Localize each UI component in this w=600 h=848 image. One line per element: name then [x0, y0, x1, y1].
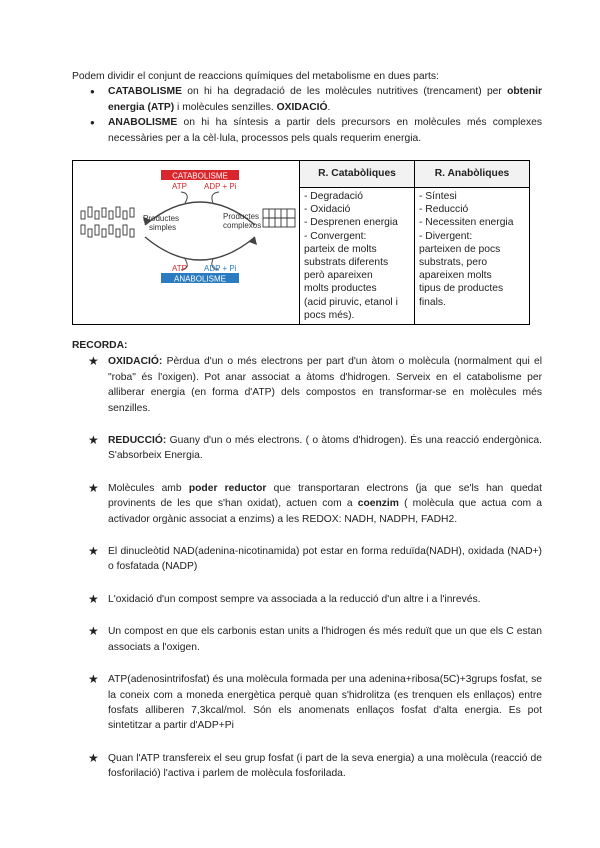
- recorda-section: [72, 338, 542, 799]
- recorda-item-poder-reductor: [72, 481, 542, 527]
- poder-text-b: que transportaran electrons (ja que se'ls han quedat provinents de les que s'han oxidat), actuen com a: [108, 482, 542, 510]
- anabolic-arc: [145, 237, 255, 260]
- oxidacio-term: OXIDACIÓ:: [108, 356, 163, 368]
- recorda-list: [72, 354, 542, 781]
- col1-line: molts productes: [304, 283, 377, 295]
- col2-line: - Reducció: [419, 204, 469, 216]
- col1-line: - Desprenen energia: [304, 217, 398, 229]
- col2-line: - Divergent:: [419, 230, 473, 242]
- oxidacio-text: Pèrdua d'un o més electrons per part d'un àtom o molècula (normalment qui el "roba" és l'oxigen). Pot anar associat a àtoms d'hidrogen. Serveix en el catabolisme per alliberar energia (en forma d'ATP) dels compostos en transformar-se en molècules més senzilles.: [108, 356, 542, 414]
- col2-line: apareixen molts: [419, 270, 492, 282]
- coenzim-bold: coenzim: [357, 498, 399, 510]
- reduccio-term: REDUCCIÓ:: [108, 435, 167, 447]
- catabolisme-label: CATABOLISME: [172, 171, 228, 181]
- col1-line: pocs més).: [304, 309, 355, 321]
- catabolisme-oxid: OXIDACIÓ: [276, 101, 328, 113]
- col1-cell: [300, 188, 415, 325]
- metabolism-diagram-cell: [73, 161, 300, 325]
- atp-top-curl: [181, 192, 187, 203]
- poder-text-a: Molècules amb: [108, 482, 189, 494]
- simple-molecules: [81, 207, 134, 237]
- anabolisme-term: ANABOLISME: [108, 117, 178, 129]
- recorda-item-nad: ★ El dinucleòtid NAD(adenina-nicotinamida) pot estar en forma reduïda(NADH), oxidada (NAD+) o fosfatada (NADP): [72, 544, 542, 575]
- col2-line: tipus de productes: [419, 283, 504, 295]
- catabolisme-text-b: i molècules senzilles.: [174, 101, 277, 113]
- reduccio-text: Guany d'un o més electrons. ( o àtoms d'hidrogen). És una reacció endergònica. S'absorbeix Energia.: [108, 435, 542, 462]
- adp-top: ADP + Pi: [204, 182, 237, 191]
- catabolisme-text-a: on hi ha degradació de les molècules nutritives (trencament) per: [181, 86, 508, 98]
- left-label-1: Productes: [143, 214, 180, 223]
- atp-top: ATP: [172, 182, 187, 191]
- atp-bottom: ATP: [172, 264, 187, 273]
- col2-line: - Síntesi: [419, 191, 457, 202]
- bullet-anabolisme: [72, 115, 542, 146]
- right-label-2: complexos: [223, 221, 262, 230]
- recorda-item-carbonis: ★ Un compost en que els carbonis estan units a l'hidrogen és més reduït que un que els C estan associats a l'oxigen.: [72, 624, 542, 655]
- right-label-1: Productes: [223, 212, 260, 221]
- col2-header: R. Anabòliques: [415, 161, 530, 188]
- left-label-2: simples: [149, 223, 177, 232]
- comparison-table: [72, 160, 530, 325]
- anabolisme-label: ANABOLISME: [173, 274, 227, 284]
- col2-line: parteixen de pocs: [419, 243, 501, 255]
- recorda-item-oxidacio: [72, 354, 542, 416]
- col1-header: R. Catabòliques: [300, 161, 415, 188]
- col1-line: parteix de molts: [304, 243, 377, 255]
- recorda-item-atp: ★ ATP(adenosintrifosfat) és una molècula formada per una adenina+ribosa(5C)+3grups fosfat, se la coneix com a moneda energètica perquè quan s'hidrolitza (es trenquen els enllaços) entre fosfats alliberen 7,3kcal/mol. Són els anomenats enllaços fosfat d'alta energia. Es pot sintetitzar a partir d'ADP+Pi: [72, 672, 542, 734]
- anabolisme-text: on hi ha síntesis a partir dels precursors en molècules més complexes necessàries per a la cèl·lula, processos pels quals requerim energia.: [108, 117, 542, 144]
- catabolisme-bold: obtenir energia (ATP): [108, 86, 542, 113]
- catabolisme-term: CATABOLISME: [108, 86, 182, 98]
- col2-line: finals.: [419, 296, 446, 308]
- col1-line: - Convergent:: [304, 230, 367, 242]
- complex-molecules: [263, 209, 295, 227]
- metabolism-diagram: [73, 161, 299, 319]
- recorda-title: RECORDA:: [72, 340, 128, 351]
- adp-bottom: ADP + Pi: [204, 264, 237, 273]
- intro-section: [72, 69, 542, 146]
- col1-line: (acid piruvic, etanol i: [304, 296, 398, 308]
- col2-cell: [415, 188, 530, 325]
- col1-line: substrats diferents: [304, 257, 389, 269]
- intro-lead: Podem dividir el conjunt de reaccions químiques del metabolisme en dues parts:: [72, 71, 439, 82]
- intro-bullets: [72, 84, 542, 146]
- bullet-catabolisme: [72, 84, 542, 115]
- poder-text-c: ( molècula que actua com a activador orgànic associat a enzims) a les REDOX: NADH, NADPH, FADH2.: [108, 498, 542, 525]
- adp-top-curl: [212, 192, 219, 203]
- col1-line: però apareixen: [304, 270, 373, 282]
- poder-bold: poder reductor: [188, 482, 267, 494]
- catabolisme-end: .: [327, 101, 331, 113]
- recorda-item-fosforilacio: ★ Quan l'ATP transfereix el seu grup fosfat (i part de la seva energia) a una molècula (reacció de fosforilació) l'activa i parlem de molècula fosforilada.: [72, 751, 542, 782]
- col2-line: substrats, pero: [419, 257, 488, 269]
- col2-line: - Necessiten energia: [419, 217, 514, 229]
- col1-line: - Degradació: [304, 191, 363, 202]
- col1-line: - Oxidació: [304, 204, 351, 216]
- recorda-item-reduccio: [72, 433, 542, 464]
- recorda-item-acoblada: ★ L'oxidació d'un compost sempre va associada a la reducció d'un altre i a l'inrevés.: [72, 592, 542, 607]
